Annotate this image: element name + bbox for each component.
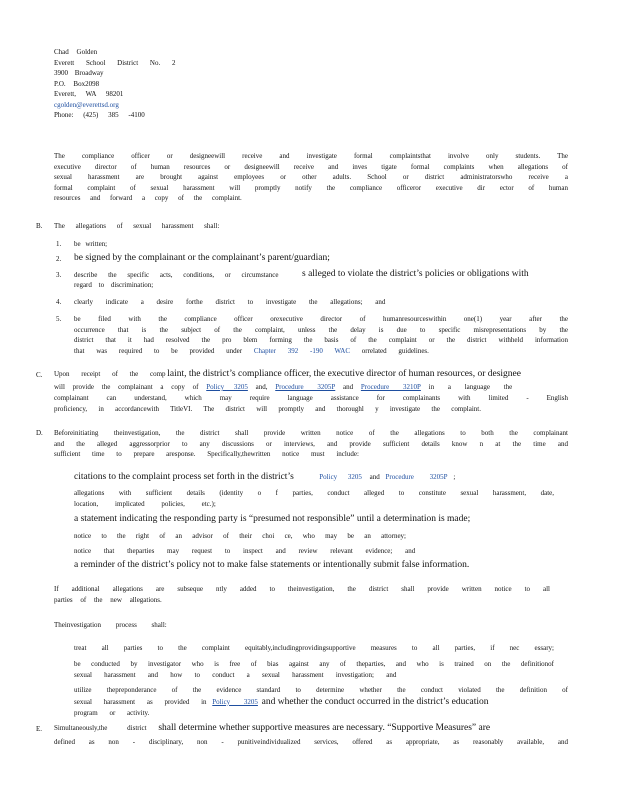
section-c-text: Upon receipt of the comp bbox=[54, 370, 166, 378]
section-d-paragraph bbox=[54, 428, 568, 460]
section-d-line: and the alleged aggressorprior to any discussions or interviews, and provide sufficient details know n at the time and bbox=[54, 439, 568, 448]
procedure-3205p-link[interactable]: Procedure 3205P bbox=[275, 383, 336, 391]
section-c-line: complainant can understand, which may require language assistance for complainants with limited - English bbox=[54, 394, 568, 402]
procedure-3210p-link[interactable]: Procedure 3210P bbox=[360, 383, 421, 391]
list-item-text: orrelated guidelines. bbox=[361, 346, 429, 355]
list-number: 1. bbox=[56, 240, 62, 248]
investigation-bullet bbox=[74, 659, 554, 680]
section-c-text: in a language the bbox=[428, 383, 513, 391]
additional-line: If additional allegations are subseque ntly added to theinvestigation, the district shall provide written notice to all bbox=[54, 585, 550, 593]
section-d-bullet bbox=[74, 488, 554, 509]
list-number: 5. bbox=[56, 315, 62, 323]
intro-line: formal complaint of sexual harassment will promptly notify the compliance officeror executive dir ector of human bbox=[54, 183, 568, 192]
bullet-line bbox=[74, 696, 568, 708]
contact-org: Everett School District No. 2 bbox=[54, 58, 176, 67]
section-d-bullet: a reminder of the district’s policy not to make false statements or intentionally submit false information. bbox=[74, 560, 470, 570]
contact-street: 3900 Broadway bbox=[54, 69, 104, 77]
section-e-text: Simultaneously,the district bbox=[54, 724, 147, 732]
contact-block bbox=[54, 47, 254, 121]
section-d-line: sufficient time to prepare aresponse. Specifically,thewritten notice must include: bbox=[54, 450, 359, 458]
list-number: 2. bbox=[56, 255, 62, 263]
section-d-letter: D. bbox=[36, 429, 43, 437]
section-e-text: shall determine whether supportive measures are necessary. “Supportive Measures” are bbox=[158, 723, 491, 733]
list-item: be signed by the complainant or the complainant’s parent/guardian; bbox=[74, 253, 330, 263]
section-d-bullet bbox=[74, 471, 455, 483]
bullet-line: be conducted by investigator who is free of bias against any of theparties, and who is trained on the definitionof bbox=[74, 660, 554, 668]
list-item-continuation: regard to discrimination; bbox=[74, 281, 154, 289]
contact-city: Everett, WA 98201 bbox=[54, 90, 124, 98]
list-item-line: be filed with the compliance officer orexecutive director of humanresourceswithin one(1) year after the bbox=[74, 315, 568, 323]
list-item-text: describe the specific acts, conditions, or circumstance bbox=[74, 271, 279, 279]
section-e-line: defined as non - disciplinary, non - punitiveindividualized services, offered as appropriate, as reasonably available, and bbox=[54, 738, 568, 746]
bullet-line: allegations with sufficient details (identity o f parties, conduct alleged to constitute sexual harassment, date, bbox=[74, 489, 554, 497]
contact-phone: Phone: (425) 385 -4100 bbox=[54, 111, 145, 119]
section-e-line bbox=[54, 722, 490, 734]
bullet-text: citations to the complaint process set forth in the district’s bbox=[74, 472, 294, 482]
section-c-line bbox=[54, 368, 568, 380]
contact-name: Chad Golden bbox=[54, 48, 98, 56]
policy-3205-link[interactable]: Policy 3205 bbox=[319, 473, 362, 481]
section-c-text: and bbox=[255, 383, 266, 391]
list-item-line bbox=[74, 346, 568, 357]
intro-line: executive director of human resources or designeewill receive and inves tigate formal complaints when allegations of bbox=[54, 162, 568, 171]
list-number: 4. bbox=[56, 298, 62, 306]
bullet-text: ; bbox=[453, 473, 456, 481]
bullet-text: and bbox=[369, 473, 380, 481]
section-d-bullet: notice to the right of an advisor of their choi ce, who may be an attorney; bbox=[74, 532, 406, 540]
list-item-text: s alleged to violate the district’s policies or obligations with bbox=[302, 269, 529, 279]
list-item-text: that was required to be provided under bbox=[74, 346, 243, 355]
contact-email-link[interactable]: cgolden@everettsd.org bbox=[54, 100, 119, 109]
policy-3205-link[interactable]: Policy 3205 bbox=[212, 697, 258, 706]
additional-allegations-paragraph bbox=[54, 584, 550, 605]
bullet-line: sexual harassment and how to conduct a sexual harassment investigation; and bbox=[74, 670, 397, 679]
section-c-letter: C. bbox=[36, 371, 43, 379]
section-c-text: and bbox=[343, 383, 354, 391]
intro-line: sexual harassment are brought against employees or other adults. School or district administratorswho receive a bbox=[54, 173, 568, 181]
intro-line: The compliance officer or designeewill receive and investigate formal complaintsthat involve only students. The bbox=[54, 152, 568, 160]
bullet-text: sexual harassment as provided in bbox=[74, 697, 207, 706]
policy-3205-link[interactable]: Policy 3205 bbox=[206, 383, 248, 391]
section-c-rest bbox=[54, 393, 568, 414]
list-number: 3. bbox=[56, 271, 62, 279]
section-d-line: Beforeinitiating theinvestigation, the district shall provide written notice of the allegations to both the complainant bbox=[54, 429, 568, 437]
list-item bbox=[74, 314, 568, 356]
procedure-3205p-link[interactable]: Procedure 3205P bbox=[385, 473, 448, 481]
section-b-heading: The allegations of sexual harassment shall: bbox=[54, 222, 220, 230]
section-d-bullet: notice that theparties may request to inspect and review relevant evidence; and bbox=[74, 547, 416, 555]
additional-line: parties of the new allegations. bbox=[54, 595, 162, 604]
section-c-text: will provide the complainant a copy of bbox=[54, 383, 199, 391]
section-c-line: will provide the complainant a copy of Policy 3205 and, Procedure 3205P and Procedure 3210P in a language the bbox=[54, 383, 513, 391]
section-e-paragraph bbox=[54, 737, 568, 748]
list-item-line: occurrence that is the subject of the complaint, unless the delay is due to specific misrepresentations by the bbox=[74, 325, 568, 334]
bullet-line: treat all parties to the complaint equitably,includingprovidingsupportive measures to all parties, if nec essary; bbox=[74, 644, 554, 652]
list-item bbox=[74, 270, 278, 281]
wac-chapter-link[interactable]: Chapter 392 -190 WAC bbox=[253, 346, 350, 355]
investigation-heading: Theinvestigation process shall: bbox=[54, 621, 167, 629]
intro-line: resources and forward a copy of the complaint. bbox=[54, 194, 242, 202]
section-d-bullet: a statement indicating the responding party is “presumed not responsible” until a determination is made; bbox=[74, 514, 471, 524]
section-e-letter: E. bbox=[36, 725, 43, 733]
list-item-line: district that it had resolved the pro blem forming the basis of the complaint or the district withheld information bbox=[74, 336, 568, 344]
bullet-text: and whether the conduct occurred in the district’s education bbox=[261, 696, 489, 707]
bullet-line: utilize thepreponderance of the evidence standard to determine whether the conduct violated the definition of bbox=[74, 686, 568, 694]
list-item: clearly indicate a desire forthe district to investigate the allegations; and bbox=[74, 298, 386, 306]
section-c-line: proficiency, in accordancewith TitleVI. The district will promptly and thoroughl y investigate the complaint. bbox=[54, 404, 481, 413]
investigation-bullet bbox=[74, 685, 568, 718]
intro-paragraph bbox=[54, 151, 568, 204]
investigation-bullet bbox=[74, 643, 554, 654]
section-b-letter: B. bbox=[36, 222, 43, 230]
list-item: be written; bbox=[74, 240, 108, 248]
contact-pobox: P.O. Box2098 bbox=[54, 79, 100, 88]
section-c-text: laint, the district’s compliance officer, the executive director of human resources, or designee bbox=[167, 369, 521, 379]
bullet-line: location, implicated policies, etc.); bbox=[74, 499, 216, 508]
bullet-line: program or activity. bbox=[74, 708, 150, 717]
